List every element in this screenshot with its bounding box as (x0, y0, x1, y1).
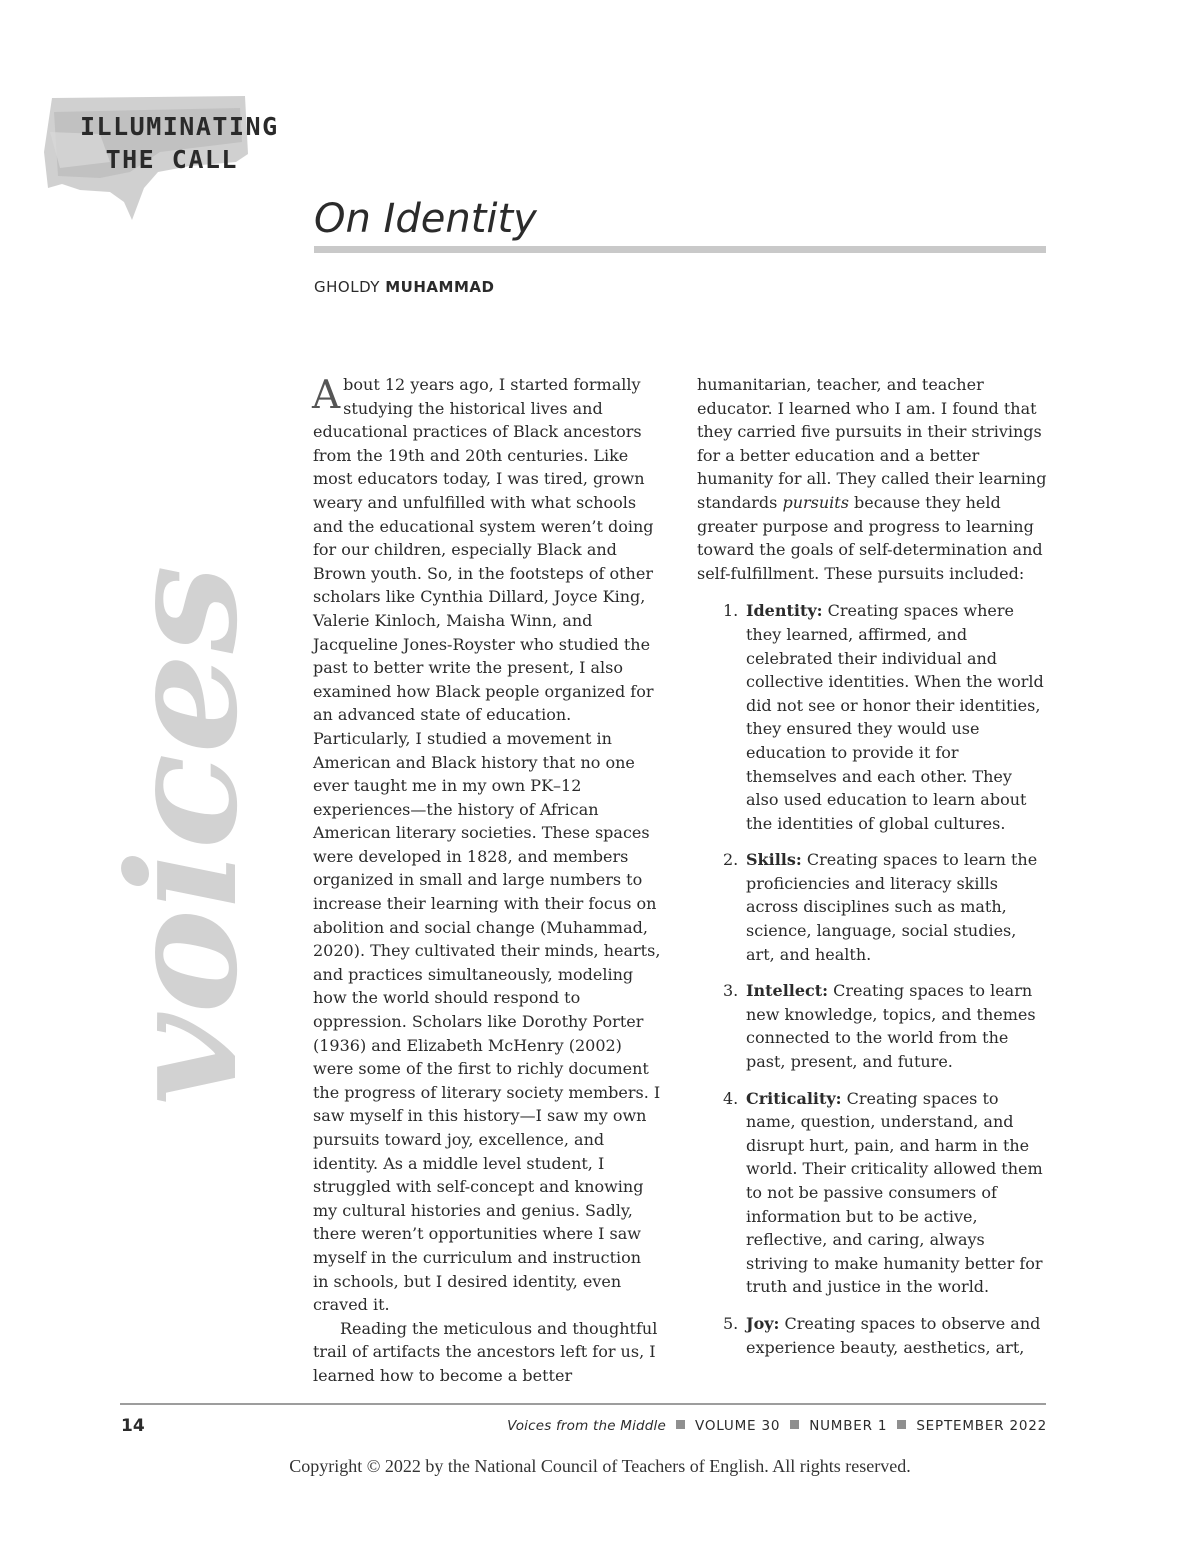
pursuit-text: Creating spaces to name, question, understand, and disrupt hurt, pain, and harm in the world. Their criticality allowed them to not be passive consumers of information but to be active, reflective, and caring, always striving to make humanity better for truth and justice in the world. (746, 1088, 1043, 1297)
paragraph-1 (313, 373, 661, 1317)
article-column-left (313, 373, 661, 1388)
pursuit-joy (697, 1312, 1049, 1359)
square-bullet-icon (790, 1420, 799, 1429)
paragraph-1-text: bout 12 years ago, I started formally studying the historical lives and educational practices of Black ancestors from the 19th and 20th centuries. Like most educators today, I was tired, grown weary and unfulfilled with what schools and the educational system weren’t doing for our children, especially Black and Brown youth. So, in the footsteps of other scholars like Cynthia Dillard, Joyce King, Valerie Kinloch, Maisha Winn, and Jacqueline Jones-Royster who studied the past to better write the present, I also examined how Black people organized for an advanced state of education. Particularly, I studied a movement in American and Black history that no one ever taught me in my own PK–12 experiences—the history of African American literary societies. These spaces were developed in 1828, and members organized in small and large numbers to increase their learning with their focus on abolition and social change (Muhammad, 2020). They cultivated their minds, hearts, and practices simultaneously, modeling how the world should respond to oppression. Scholars like Dorothy Porter (1936) and Elizabeth McHenry (2002) were some of the first to richly document the progress of literary society members. I saw myself in this history—I saw my own pursuits toward joy, excellence, and identity. As a middle level student, I struggled with self-concept and knowing my cultural histories and genius. Sadly, there weren’t opportunities where I saw myself in the curriculum and instruction in schools, but I desired identity, even craved it. (313, 375, 661, 1315)
author-first-name: GHOLDY (314, 278, 380, 296)
section-label-line2: THE CALL (105, 145, 238, 174)
paragraph-3-emphasis: pursuits (782, 492, 849, 512)
section-label-line1: ILLUMINATING (80, 112, 279, 141)
volume-label: VOLUME 30 (695, 1418, 781, 1434)
voices-script-graphic (30, 560, 280, 1120)
issue-date-label: SEPTEMBER 2022 (916, 1418, 1047, 1434)
pursuit-number: 2. (723, 850, 739, 870)
pursuit-number: 3. (723, 981, 739, 1001)
pursuit-number: 5. (723, 1313, 739, 1333)
author-last-name: MUHAMMAD (385, 278, 495, 296)
section-label (80, 110, 279, 176)
pursuit-intellect (697, 979, 1049, 1073)
pursuits-list (697, 599, 1049, 1359)
paragraph-3-text-a: humanitarian, teacher, and teacher educator. I learned who I am. I found that they carried five pursuits in their strivings for a better education and a better humanity for all. They called their learning standards (697, 375, 1047, 512)
pursuit-skills (697, 848, 1049, 966)
paragraph-3 (697, 373, 1049, 585)
pursuit-name: Identity: (746, 601, 823, 621)
running-footer (507, 1418, 1047, 1434)
paragraph-3-text-b: because they held greater purpose and progress to learning toward the goals of self-determination and self-fulfillment. These pursuits included: (697, 492, 1043, 583)
pursuit-number: 1. (723, 601, 739, 621)
paragraph-2: Reading the meticulous and thoughtful trail of artifacts the ancestors left for us, I learned how to become a better (313, 1318, 658, 1385)
pursuit-text: Creating spaces to learn new knowledge, topics, and themes connected to the world from the past, present, and future. (746, 981, 1036, 1072)
issue-number-label: NUMBER 1 (809, 1418, 888, 1434)
byline (314, 278, 494, 296)
page-number: 14 (121, 1416, 145, 1436)
pursuit-text: Creating spaces to observe and experience beauty, aesthetics, art, (746, 1313, 1041, 1357)
pursuit-text: Creating spaces where they learned, affirmed, and celebrated their individual and collective identities. When the world did not see or honor their identities, they ensured they would use education to provide it for themselves and each other. They also used education to learn about the identities of global cultures. (746, 601, 1044, 833)
pursuit-name: Criticality: (746, 1088, 842, 1108)
square-bullet-icon (897, 1420, 906, 1429)
article-title: On Identity (314, 196, 537, 242)
pursuit-name: Skills: (746, 850, 802, 870)
drop-cap: A (312, 373, 341, 418)
journal-title: Voices from the Middle (507, 1418, 667, 1434)
pursuit-identity (697, 599, 1049, 835)
voices-script-text: voices (95, 589, 271, 1105)
pursuit-criticality (697, 1087, 1049, 1299)
pursuit-name: Joy: (746, 1313, 780, 1333)
pursuit-text: Creating spaces to learn the proficiencies and literacy skills across disciplines such as math, science, language, social studies, art, and health. (746, 850, 1038, 964)
pursuit-number: 4. (723, 1088, 739, 1108)
copyright-notice: Copyright © 2022 by the National Council of Teachers of English. All rights reserved. (289, 1456, 911, 1476)
footer-rule (120, 1403, 1046, 1405)
square-bullet-icon (676, 1420, 685, 1429)
title-rule (314, 246, 1046, 253)
pursuit-name: Intellect: (746, 981, 829, 1001)
article-column-right (697, 373, 1049, 1372)
